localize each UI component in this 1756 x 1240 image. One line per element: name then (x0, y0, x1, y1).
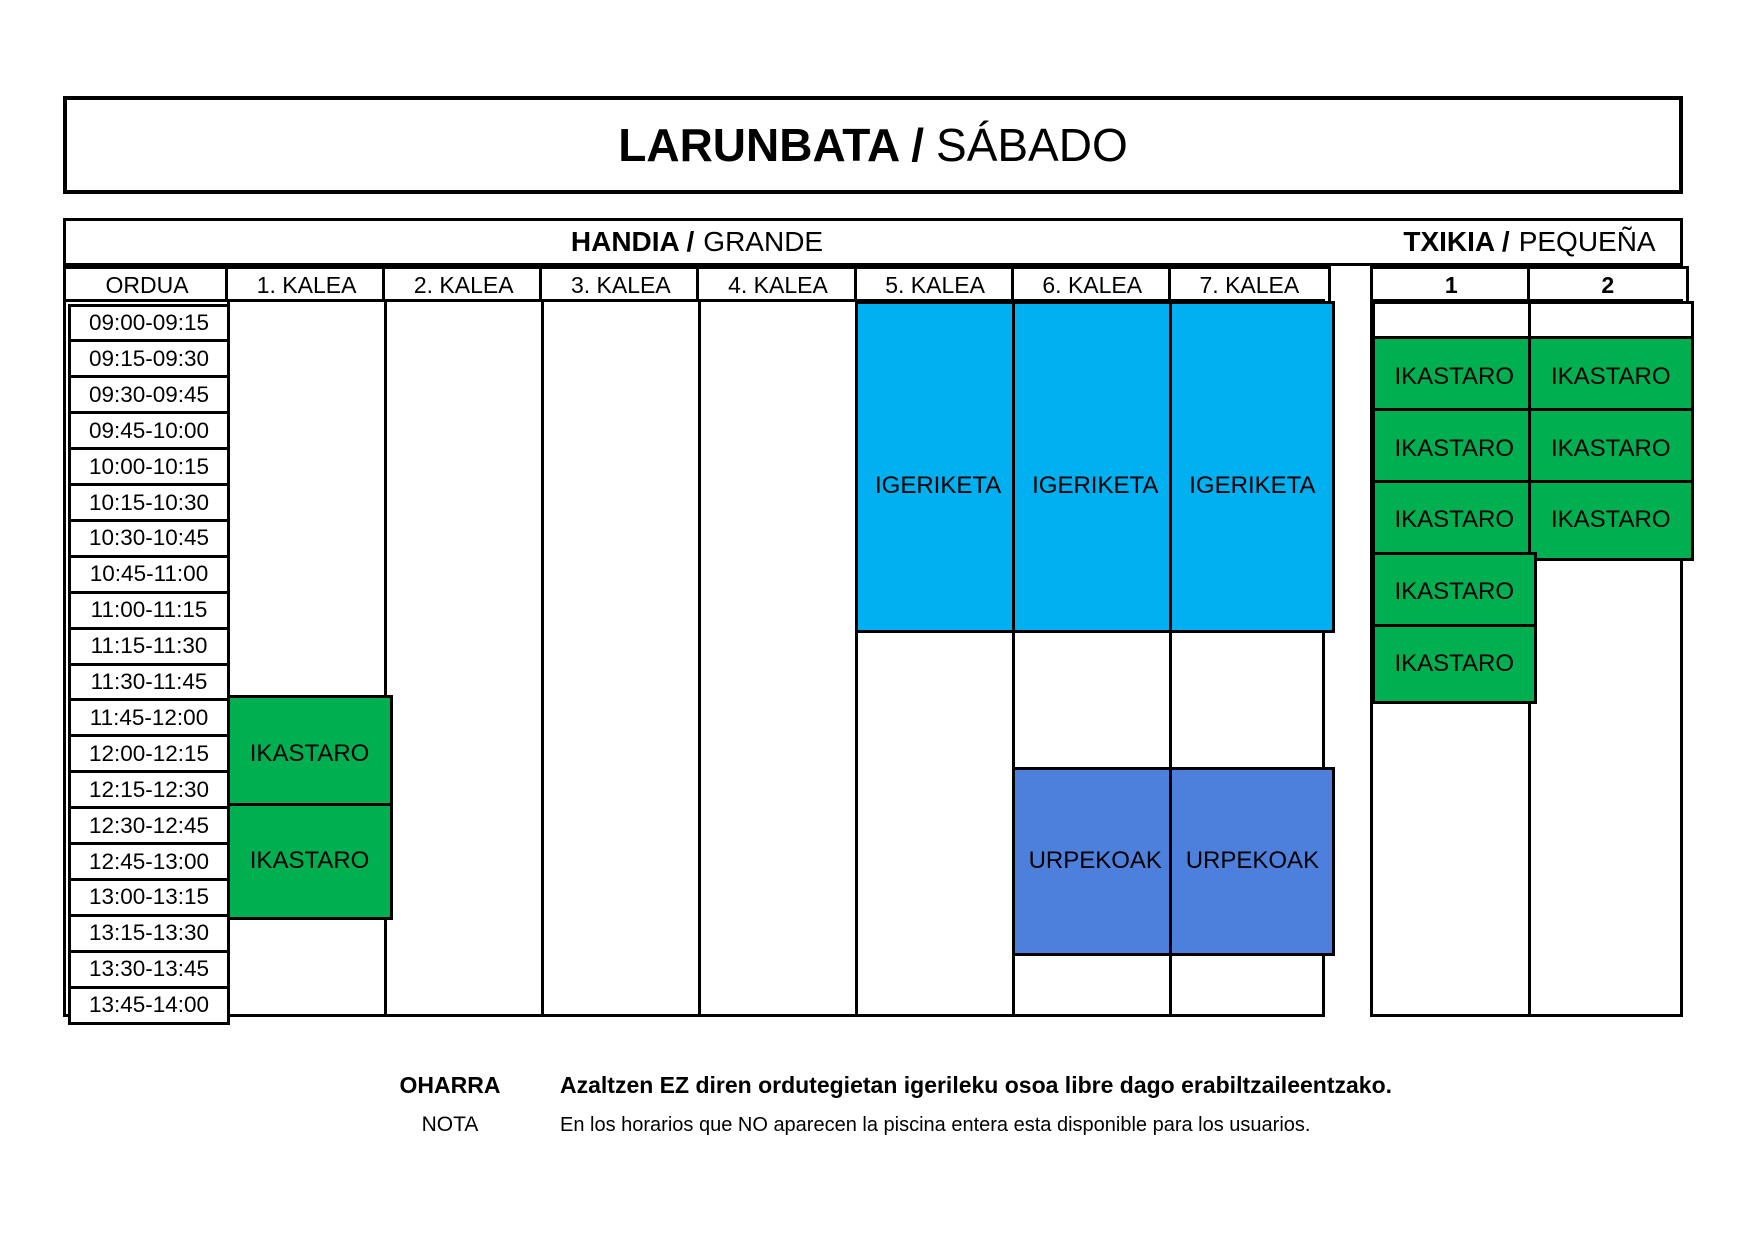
time-cell: 12:15-12:30 (68, 770, 230, 809)
txikia-schedule-grid (1370, 299, 1683, 1017)
time-cell: 13:30-13:45 (68, 950, 230, 989)
time-cell: 09:00-09:15 (68, 304, 230, 343)
schedule-block-ikastaro (1528, 480, 1694, 561)
schedule-block-label: IKASTARO (1394, 649, 1515, 677)
schedule-block-igeriketa (1169, 301, 1335, 633)
schedule-block-ikastaro (1372, 552, 1538, 633)
header-lane-7: 7. KALEA (1168, 266, 1331, 305)
time-cell: 13:00-13:15 (68, 878, 230, 917)
schedule-block-label: IKASTARO (1394, 578, 1515, 606)
time-cell: 09:45-10:00 (68, 411, 230, 450)
schedule-block-label: URPEKOAK (1028, 847, 1162, 875)
header-small-pool-2: 2 (1527, 266, 1690, 305)
note-text-basque: Azaltzen EZ diren ordutegietan igerileku osoa libre dago erabiltzaileentzako. (560, 1072, 1393, 1098)
schedule-block-ikastaro (1372, 480, 1538, 561)
schedule-block-label: IKASTARO (1550, 506, 1671, 534)
lane-separator (541, 302, 544, 1014)
header-lane-5: 5. KALEA (854, 266, 1017, 305)
schedule-block-label: IGERIKETA (874, 472, 1002, 500)
schedule-block-label: IGERIKETA (1032, 472, 1159, 500)
schedule-block-ikastaro (1528, 408, 1694, 489)
note-label-basque: OHARRA (399, 1072, 501, 1098)
schedule-block-label: IKASTARO (249, 847, 370, 875)
time-cell: 09:30-09:45 (68, 375, 230, 414)
note-label-spanish: NOTA (421, 1113, 479, 1136)
schedule-block-label: IKASTARO (1550, 434, 1671, 462)
time-cell: 13:15-13:30 (68, 914, 230, 953)
schedule-block-label: IKASTARO (1550, 362, 1671, 390)
schedule-block-igeriketa (1012, 301, 1178, 633)
schedule-block-ikastaro (1372, 408, 1538, 489)
section-title-txikia: TXIKIA / PEQUEÑA (1403, 226, 1656, 257)
schedule-block-urpekoak (1012, 767, 1178, 956)
page-title-basque: LARUNBATA / (618, 119, 925, 171)
header-lane-4: 4. KALEA (696, 266, 859, 305)
schedule-block-ikastaro (1528, 336, 1694, 417)
schedule-block-label: IKASTARO (249, 739, 370, 767)
schedule-block-urpekoak (1169, 767, 1335, 956)
lane-separator (698, 302, 701, 1014)
schedule-block-label: IKASTARO (1394, 362, 1515, 390)
time-cell: 13:45-14:00 (68, 986, 230, 1025)
header-lane-6: 6. KALEA (1011, 266, 1174, 305)
schedule-block-label: URPEKOAK (1185, 847, 1320, 875)
time-cell: 11:15-11:30 (68, 627, 230, 666)
schedule-block-ikastaro (227, 803, 393, 920)
page-title-spanish: SÁBADO (936, 119, 1128, 171)
time-cell: 10:45-11:00 (68, 555, 230, 594)
schedule-block-ikastaro (1372, 624, 1538, 705)
schedule-block-ikastaro (1372, 336, 1538, 417)
header-ordua: ORDUA (63, 266, 231, 305)
time-cell: 11:00-11:15 (68, 591, 230, 630)
note-text-spanish: En los horarios que NO aparecen la piscina entera esta disponible para los usuarios. (560, 1114, 1311, 1136)
page-title (63, 96, 1683, 194)
header-lane-3: 3. KALEA (539, 266, 702, 305)
schedule-block-label: IKASTARO (1394, 434, 1515, 462)
section-title-handia: HANDIA / GRANDE (570, 226, 824, 257)
time-cell: 10:15-10:30 (68, 483, 230, 522)
time-cell: 12:00-12:15 (68, 734, 230, 773)
schedule-block-label: IKASTARO (1394, 506, 1515, 534)
header-small-pool-1: 1 (1370, 266, 1533, 305)
time-cell: 10:30-10:45 (68, 519, 230, 558)
time-cell: 12:45-13:00 (68, 842, 230, 881)
time-cell: 09:15-09:30 (68, 339, 230, 378)
time-cell: 12:30-12:45 (68, 806, 230, 845)
handia-schedule-grid (63, 299, 1325, 1017)
time-cell: 11:45-12:00 (68, 698, 230, 737)
header-lane-1: 1. KALEA (225, 266, 388, 305)
schedule-block-label: IGERIKETA (1189, 472, 1316, 500)
schedule-block-ikastaro (227, 695, 393, 812)
time-cell: 10:00-10:15 (68, 447, 230, 486)
header-lane-2: 2. KALEA (382, 266, 545, 305)
time-cell: 11:30-11:45 (68, 663, 230, 702)
schedule-block-igeriketa (855, 301, 1021, 633)
pool-section-strip (63, 218, 1683, 266)
